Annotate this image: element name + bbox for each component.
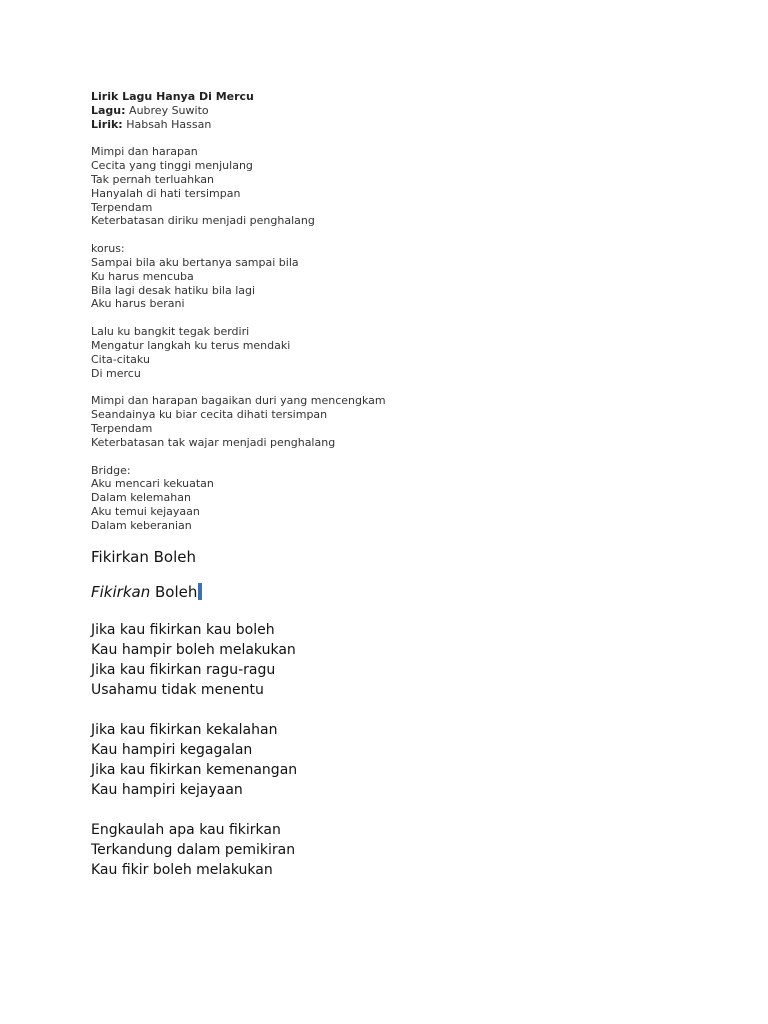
stanza (91, 145, 731, 228)
lyric-line: Usahamu tidak menentu (91, 681, 264, 698)
lyric-line: Keterbatasan tak wajar menjadi penghalang (91, 435, 336, 449)
lyric-line: Jika kau fikirkan ragu-ragu (91, 661, 276, 678)
lyric-line: Cita-citaku (91, 352, 150, 366)
lyric-line: Kau hampiri kejayaan (91, 781, 243, 798)
lyric-line: Engkaulah apa kau fikirkan (91, 821, 281, 838)
song-title: Lirik Lagu Hanya Di Mercu (91, 90, 254, 103)
lyric-line: Aku mencari kekuatan (91, 477, 214, 491)
lyric-line: Jika kau fikirkan kemenangan (91, 761, 298, 778)
lyric-line: Mimpi dan harapan (91, 145, 198, 159)
lyric-line: Terpendam (91, 421, 153, 435)
composer-line (91, 104, 731, 118)
lyric-line: Aku temui kejayaan (91, 504, 200, 518)
lyric-line: Sampai bila aku bertanya sampai bila (91, 255, 299, 269)
lyric-line: Di mercu (91, 366, 141, 380)
lyric-line: Ku harus mencuba (91, 269, 194, 283)
lyric-line: Hanyalah di hati tersimpan (91, 186, 241, 200)
stanza (91, 394, 731, 449)
lyric-line: Jika kau fikirkan kau boleh (91, 621, 275, 638)
document-page (91, 90, 731, 900)
section-subheading[interactable] (91, 582, 731, 602)
lyric-line: Mengatur langkah ku terus mendaki (91, 338, 291, 352)
stanza (91, 242, 731, 311)
stanza (91, 464, 731, 533)
lyric-line: Jika kau fikirkan kekalahan (91, 721, 278, 738)
lyric-line: Terkandung dalam pemikiran (91, 841, 296, 858)
stanza (91, 820, 731, 880)
lyric-line: Tak pernah terluahkan (91, 172, 214, 186)
lyricist-label: Lirik: (91, 117, 123, 131)
lyric-line: Kau hampiri kegagalan (91, 741, 253, 758)
song1-lyrics (91, 145, 731, 532)
lyric-line: Lalu ku bangkit tegak berdiri (91, 325, 250, 339)
lyric-line: Cecita yang tinggi menjulang (91, 159, 253, 173)
lyric-line: Kau fikir boleh melakukan (91, 861, 273, 878)
stanza (91, 720, 731, 800)
composer-label: Lagu: (91, 103, 126, 117)
lyric-line: Bridge: (91, 463, 131, 477)
song-header (91, 90, 731, 131)
lyric-line: Dalam kelemahan (91, 491, 191, 505)
lyric-line: Kau hampir boleh melakukan (91, 641, 296, 658)
lyric-line: korus: (91, 242, 125, 256)
lyricist-line (91, 118, 731, 132)
text-cursor (198, 583, 202, 600)
lyric-line: Dalam keberanian (91, 518, 192, 532)
section-heading: Fikirkan Boleh (91, 547, 196, 566)
lyric-line: Bila lagi desak hatiku bila lagi (91, 283, 256, 297)
subheading-italic: Fikirkan (91, 582, 151, 601)
lyric-line: Terpendam (91, 200, 153, 214)
lyric-line: Mimpi dan harapan bagaikan duri yang mencengkam (91, 394, 386, 408)
lyric-line: Aku harus berani (91, 297, 185, 311)
stanza (91, 325, 731, 380)
subheading-rest: Boleh (150, 582, 198, 601)
song2-lyrics (91, 620, 731, 880)
composer-value: Aubrey Suwito (125, 103, 209, 117)
lyricist-value: Habsah Hassan (122, 117, 212, 131)
stanza (91, 620, 731, 700)
lyric-line: Seandainya ku biar cecita dihati tersimpan (91, 408, 328, 422)
lyric-line: Keterbatasan diriku menjadi penghalang (91, 214, 315, 228)
